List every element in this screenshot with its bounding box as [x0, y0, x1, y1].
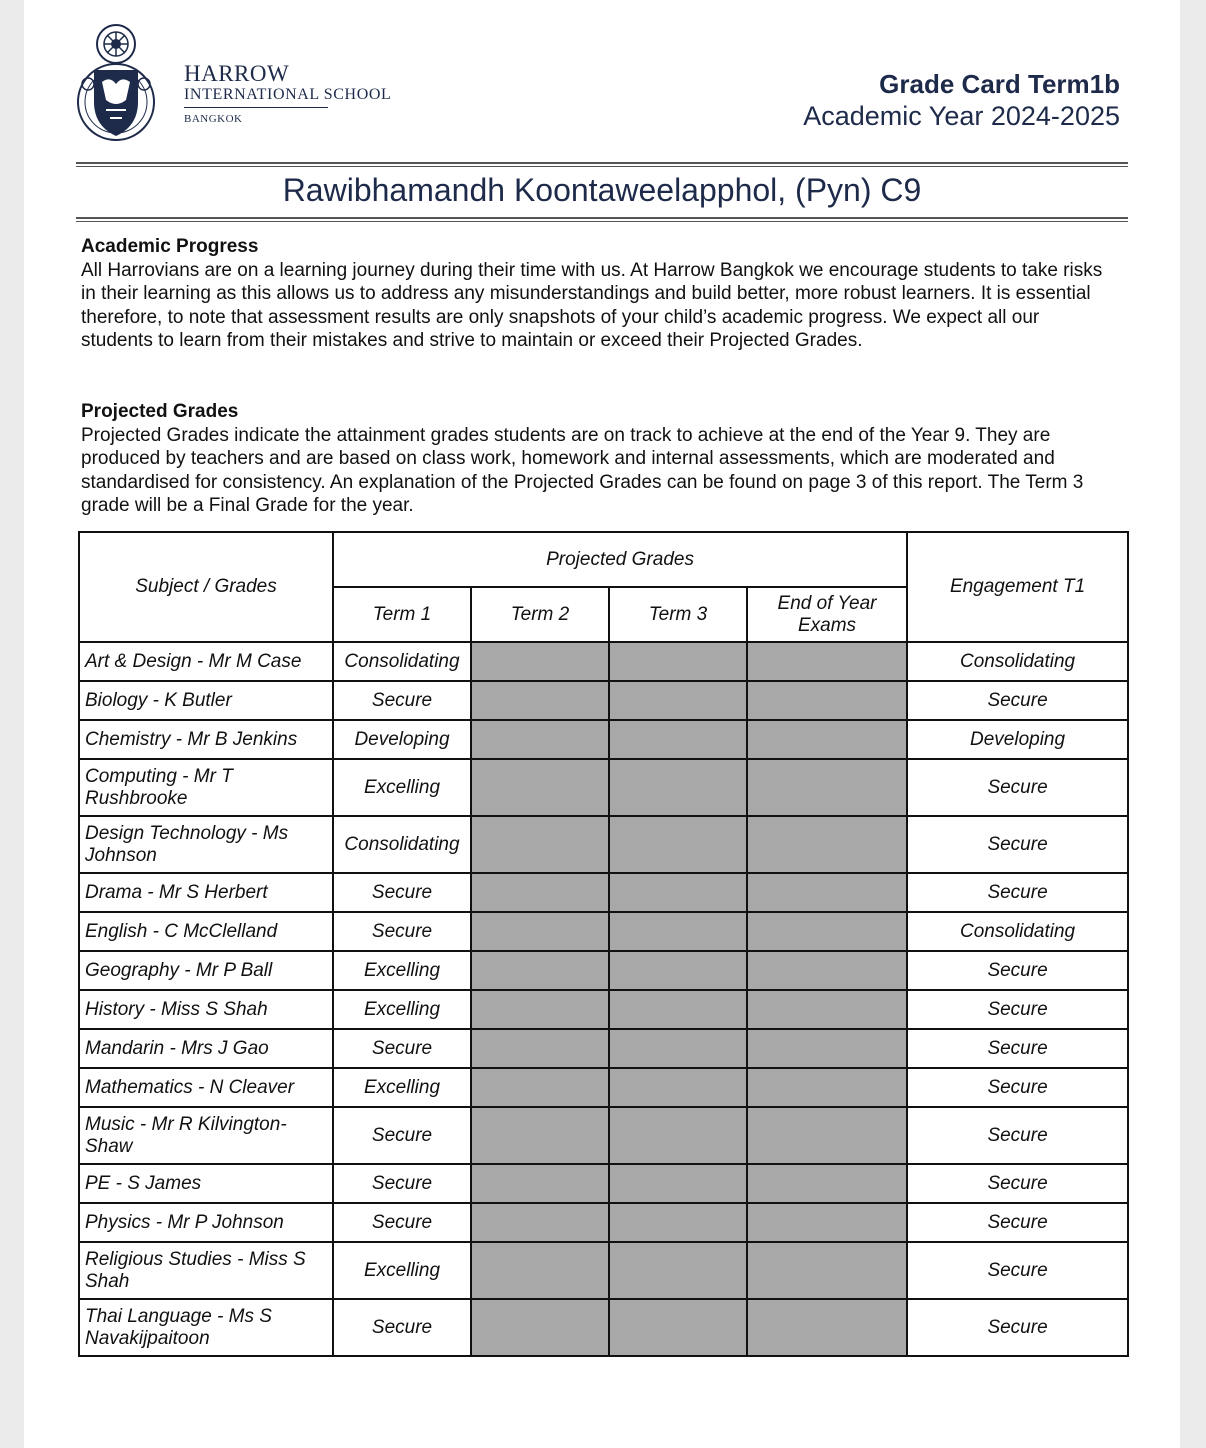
- subject-cell: Religious Studies - Miss S Shah: [79, 1242, 333, 1299]
- end-of-year-grade-cell: [747, 1164, 907, 1203]
- term2-grade-cell: [471, 1029, 609, 1068]
- end-of-year-grade-cell: [747, 951, 907, 990]
- term1-grade-cell: Secure: [333, 681, 471, 720]
- term2-grade-cell: [471, 1107, 609, 1164]
- engagement-cell: Secure: [907, 1068, 1128, 1107]
- end-of-year-grade-cell: [747, 1068, 907, 1107]
- term2-grade-cell: [471, 720, 609, 759]
- subject-cell: English - C McClelland: [79, 912, 333, 951]
- table-row: [79, 873, 1128, 912]
- table-row: [79, 912, 1128, 951]
- term1-grade-cell: Secure: [333, 1029, 471, 1068]
- engagement-cell: Secure: [907, 1107, 1128, 1164]
- table-row: [79, 1068, 1128, 1107]
- engagement-cell: Secure: [907, 951, 1128, 990]
- projected-grades-heading: Projected Grades: [81, 401, 239, 422]
- term2-grade-cell: [471, 642, 609, 681]
- term1-grade-cell: Excelling: [333, 951, 471, 990]
- school-brand: [184, 62, 391, 126]
- term2-grade-cell: [471, 990, 609, 1029]
- end-of-year-grade-cell: [747, 1203, 907, 1242]
- term2-grade-cell: [471, 1068, 609, 1107]
- end-of-year-grade-cell: [747, 759, 907, 816]
- subject-cell: Thai Language - Ms S Navakijpaitoon: [79, 1299, 333, 1356]
- term3-grade-cell: [609, 720, 747, 759]
- engagement-cell: Secure: [907, 1242, 1128, 1299]
- engagement-cell: Secure: [907, 1029, 1128, 1068]
- term2-grade-cell: [471, 1203, 609, 1242]
- term1-grade-cell: Secure: [333, 1203, 471, 1242]
- term1-grade-cell: Secure: [333, 1107, 471, 1164]
- term2-grade-cell: [471, 873, 609, 912]
- table-row: [79, 642, 1128, 681]
- term1-grade-cell: Developing: [333, 720, 471, 759]
- term3-grade-cell: [609, 951, 747, 990]
- table-row: [79, 816, 1128, 873]
- subject-cell: Computing - Mr T Rushbrooke: [79, 759, 333, 816]
- table-row: [79, 1107, 1128, 1164]
- term1-grade-cell: Secure: [333, 912, 471, 951]
- header-engagement: Engagement T1: [907, 532, 1128, 642]
- subject-cell: Music - Mr R Kilvington-Shaw: [79, 1107, 333, 1164]
- header-end-of-year: End of Year Exams: [747, 587, 907, 642]
- header-term3: Term 3: [609, 587, 747, 642]
- term3-grade-cell: [609, 1107, 747, 1164]
- table-row: [79, 1164, 1128, 1203]
- divider-top: [76, 162, 1128, 167]
- term3-grade-cell: [609, 1164, 747, 1203]
- end-of-year-grade-cell: [747, 720, 907, 759]
- term3-grade-cell: [609, 1029, 747, 1068]
- subject-cell: Mandarin - Mrs J Gao: [79, 1029, 333, 1068]
- academic-progress-section: [81, 235, 1111, 353]
- engagement-cell: Consolidating: [907, 642, 1128, 681]
- subject-cell: Biology - K Butler: [79, 681, 333, 720]
- table-row: [79, 681, 1128, 720]
- term2-grade-cell: [471, 951, 609, 990]
- end-of-year-grade-cell: [747, 873, 907, 912]
- term1-grade-cell: Consolidating: [333, 642, 471, 681]
- term3-grade-cell: [609, 912, 747, 951]
- table-row: [79, 1299, 1128, 1356]
- harrow-crest-logo: [76, 22, 156, 146]
- term1-grade-cell: Excelling: [333, 1242, 471, 1299]
- end-of-year-grade-cell: [747, 1299, 907, 1356]
- engagement-cell: Secure: [907, 681, 1128, 720]
- term3-grade-cell: [609, 759, 747, 816]
- term2-grade-cell: [471, 759, 609, 816]
- end-of-year-grade-cell: [747, 681, 907, 720]
- report-page: [24, 0, 1180, 1448]
- end-of-year-grade-cell: [747, 912, 907, 951]
- grades-table-body: [79, 642, 1128, 1356]
- table-row: [79, 759, 1128, 816]
- end-of-year-grade-cell: [747, 1029, 907, 1068]
- table-row: [79, 1203, 1128, 1242]
- term3-grade-cell: [609, 990, 747, 1029]
- term1-grade-cell: Secure: [333, 873, 471, 912]
- engagement-cell: Secure: [907, 1299, 1128, 1356]
- term2-grade-cell: [471, 1299, 609, 1356]
- engagement-cell: Consolidating: [907, 912, 1128, 951]
- table-row: [79, 990, 1128, 1029]
- end-of-year-grade-cell: [747, 1242, 907, 1299]
- school-name: HARROW: [184, 61, 290, 86]
- table-row: [79, 1242, 1128, 1299]
- header-term1: Term 1: [333, 587, 471, 642]
- engagement-cell: Secure: [907, 759, 1128, 816]
- subject-cell: Mathematics - N Cleaver: [79, 1068, 333, 1107]
- table-row: [79, 1029, 1128, 1068]
- term3-grade-cell: [609, 1242, 747, 1299]
- brand-rule: [184, 107, 328, 108]
- end-of-year-grade-cell: [747, 990, 907, 1029]
- engagement-cell: Secure: [907, 1203, 1128, 1242]
- term3-grade-cell: [609, 1068, 747, 1107]
- engagement-cell: Secure: [907, 873, 1128, 912]
- subject-cell: Chemistry - Mr B Jenkins: [79, 720, 333, 759]
- subject-cell: Design Technology - Ms Johnson: [79, 816, 333, 873]
- subject-cell: Art & Design - Mr M Case: [79, 642, 333, 681]
- school-subtitle: INTERNATIONAL SCHOOL: [184, 86, 392, 103]
- term3-grade-cell: [609, 816, 747, 873]
- term2-grade-cell: [471, 1164, 609, 1203]
- term1-grade-cell: Secure: [333, 1164, 471, 1203]
- subject-cell: Physics - Mr P Johnson: [79, 1203, 333, 1242]
- table-row: [79, 720, 1128, 759]
- school-city: BANGKOK: [184, 113, 243, 125]
- academic-progress-text: All Harrovians are on a learning journey during their time with us. At Harrow Bangkok we encourage students to take risks in their learning as this allows us to address any misunderstandings and build better, more robust learners. It is essential therefore, to note that assessment results are only snapshots of your child’s academic progress. We expect all our students to learn from their mistakes and strive to maintain or exceed their Projected Grades.: [81, 259, 1103, 351]
- header-subject: Subject / Grades: [79, 532, 333, 642]
- term1-grade-cell: Excelling: [333, 1068, 471, 1107]
- term3-grade-cell: [609, 1203, 747, 1242]
- engagement-cell: Secure: [907, 1164, 1128, 1203]
- projected-grades-text: Projected Grades indicate the attainment grades students are on track to achieve at the end of the Year 9. They are produced by teachers and are based on class work, homework and internal assessments, which are moderated and standardised for consistency. An explanation of the Projected Grades can be found on page 3 of this report. The Term 3 grade will be a Final Grade for the year.: [81, 424, 1084, 516]
- term1-grade-cell: Excelling: [333, 759, 471, 816]
- term1-grade-cell: Secure: [333, 1299, 471, 1356]
- term1-grade-cell: Excelling: [333, 990, 471, 1029]
- header-projected-grades: Projected Grades: [333, 532, 907, 587]
- divider-bottom: [76, 217, 1128, 222]
- subject-cell: PE - S James: [79, 1164, 333, 1203]
- table-row: [79, 951, 1128, 990]
- end-of-year-grade-cell: [747, 1107, 907, 1164]
- term3-grade-cell: [609, 681, 747, 720]
- engagement-cell: Developing: [907, 720, 1128, 759]
- academic-year: Academic Year 2024-2025: [803, 101, 1120, 131]
- engagement-cell: Secure: [907, 990, 1128, 1029]
- end-of-year-grade-cell: [747, 816, 907, 873]
- grades-table: [78, 531, 1129, 1357]
- engagement-cell: Secure: [907, 816, 1128, 873]
- term2-grade-cell: [471, 912, 609, 951]
- term2-grade-cell: [471, 816, 609, 873]
- end-of-year-grade-cell: [747, 642, 907, 681]
- term2-grade-cell: [471, 1242, 609, 1299]
- subject-cell: Drama - Mr S Herbert: [79, 873, 333, 912]
- student-name: Rawibhamandh Koontaweelapphol, (Pyn) C9: [282, 172, 922, 208]
- term1-grade-cell: Consolidating: [333, 816, 471, 873]
- term3-grade-cell: [609, 642, 747, 681]
- header-term2: Term 2: [471, 587, 609, 642]
- term3-grade-cell: [609, 1299, 747, 1356]
- subject-cell: History - Miss S Shah: [79, 990, 333, 1029]
- report-title-block: [803, 68, 1120, 132]
- projected-grades-section: [81, 400, 1111, 518]
- academic-progress-heading: Academic Progress: [81, 236, 259, 257]
- term3-grade-cell: [609, 873, 747, 912]
- term2-grade-cell: [471, 681, 609, 720]
- subject-cell: Geography - Mr P Ball: [79, 951, 333, 990]
- report-title: Grade Card Term1b: [879, 69, 1120, 99]
